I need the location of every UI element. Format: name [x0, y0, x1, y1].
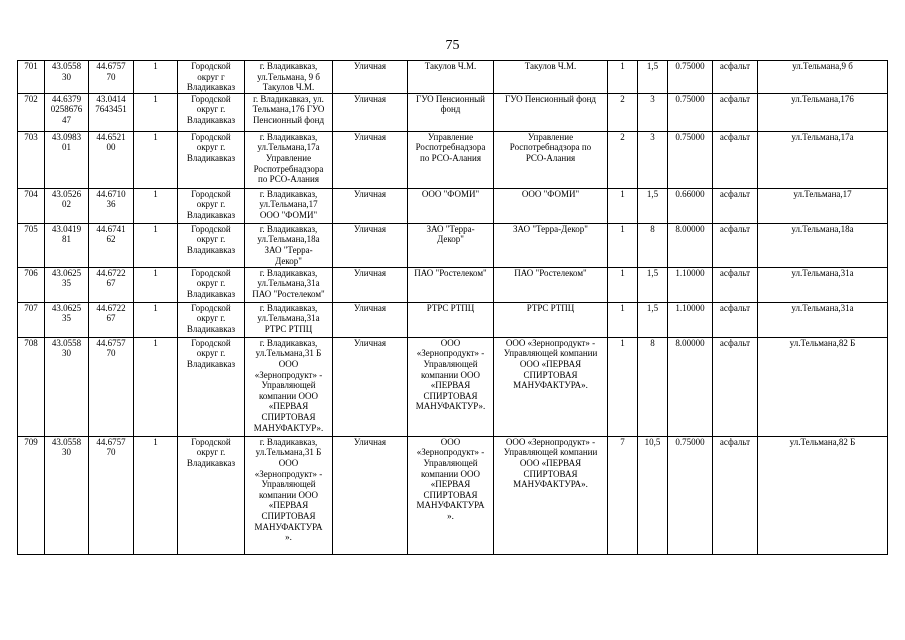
- longitude-cell: 43.0414 7643451: [89, 93, 134, 131]
- latitude-cell: 43.0558 30: [45, 61, 89, 94]
- volume-cell: 8: [638, 337, 668, 436]
- address-cell: г. Владикавказ, ул.Тельмана,31а ПАО "Ростелеком": [245, 267, 333, 302]
- containers-cell: 1: [608, 61, 638, 94]
- type-cell: Уличная: [333, 131, 408, 188]
- location-cell: ул.Тельмана,31а: [758, 302, 888, 337]
- containers-cell: 2: [608, 93, 638, 131]
- location-cell: ул.Тельмана,176: [758, 93, 888, 131]
- volume-cell: 1,5: [638, 267, 668, 302]
- area-cell: 0.75000: [668, 131, 713, 188]
- area-cell: 8.00000: [668, 223, 713, 267]
- owner2-cell: ООО "ФОМИ": [494, 188, 608, 223]
- location-cell: ул.Тельмана,82 Б: [758, 436, 888, 554]
- volume-cell: 1,5: [638, 61, 668, 94]
- area-cell: 0.75000: [668, 93, 713, 131]
- volume-cell: 1,5: [638, 188, 668, 223]
- quantity-cell: 1: [134, 188, 178, 223]
- type-cell: Уличная: [333, 436, 408, 554]
- volume-cell: 3: [638, 93, 668, 131]
- table-row: [18, 337, 888, 436]
- latitude-cell: 44.6379 0258676 47: [45, 93, 89, 131]
- area-cell: 8.00000: [668, 337, 713, 436]
- district-cell: Городской округ г. Владикавказ: [178, 93, 245, 131]
- district-cell: Городской округ г. Владикавказ: [178, 436, 245, 554]
- type-cell: Уличная: [333, 223, 408, 267]
- row-number: 705: [18, 223, 45, 267]
- table-row: [18, 302, 888, 337]
- registry-table: [17, 60, 888, 555]
- area-cell: 1.10000: [668, 267, 713, 302]
- type-cell: Уличная: [333, 337, 408, 436]
- type-cell: Уличная: [333, 267, 408, 302]
- address-cell: г. Владикавказ, ул.Тельмана,31 Б ООО «Зернопродукт» - Управляющей компании ООО «ПЕРВАЯ СПИРТОВАЯ МАНУФАКТУР».: [245, 337, 333, 436]
- owner2-cell: ПАО "Ростелеком": [494, 267, 608, 302]
- type-cell: Уличная: [333, 61, 408, 94]
- location-cell: ул.Тельмана,18а: [758, 223, 888, 267]
- surface-cell: асфальт: [713, 267, 758, 302]
- table-body: [18, 61, 888, 555]
- district-cell: Городской округ г. Владикавказ: [178, 267, 245, 302]
- district-cell: Городской округ г. Владикавказ: [178, 188, 245, 223]
- area-cell: 0.66000: [668, 188, 713, 223]
- area-cell: 0.75000: [668, 61, 713, 94]
- address-cell: г. Владикавказ, ул.Тельмана,17 ООО "ФОМИ": [245, 188, 333, 223]
- owner-cell: РТРС РТПЦ: [408, 302, 494, 337]
- containers-cell: 1: [608, 337, 638, 436]
- owner2-cell: ООО «Зернопродукт» - Управляющей компании ООО «ПЕРВАЯ СПИРТОВАЯ МАНУФАКТУРА».: [494, 337, 608, 436]
- district-cell: Городской округ г. Владикавказ: [178, 131, 245, 188]
- address-cell: г. Владикавказ, ул.Тельмана,17а Управление Роспотребнадзора по РСО-Алания: [245, 131, 333, 188]
- volume-cell: 3: [638, 131, 668, 188]
- volume-cell: 8: [638, 223, 668, 267]
- longitude-cell: 44.6710 36: [89, 188, 134, 223]
- owner2-cell: ГУО Пенсионный фонд: [494, 93, 608, 131]
- latitude-cell: 43.0625 35: [45, 267, 89, 302]
- row-number: 701: [18, 61, 45, 94]
- surface-cell: асфальт: [713, 131, 758, 188]
- owner-cell: Такулов Ч.М.: [408, 61, 494, 94]
- district-cell: Городской округ г. Владикавказ: [178, 223, 245, 267]
- containers-cell: 1: [608, 302, 638, 337]
- containers-cell: 1: [608, 267, 638, 302]
- longitude-cell: 44.6722 67: [89, 267, 134, 302]
- surface-cell: асфальт: [713, 223, 758, 267]
- latitude-cell: 43.0419 81: [45, 223, 89, 267]
- location-cell: ул.Тельмана,17: [758, 188, 888, 223]
- type-cell: Уличная: [333, 93, 408, 131]
- district-cell: Городской округ г. Владикавказ: [178, 302, 245, 337]
- latitude-cell: 43.0983 01: [45, 131, 89, 188]
- surface-cell: асфальт: [713, 302, 758, 337]
- surface-cell: асфальт: [713, 337, 758, 436]
- latitude-cell: 43.0526 02: [45, 188, 89, 223]
- location-cell: ул.Тельмана,17а: [758, 131, 888, 188]
- location-cell: ул.Тельмана,82 Б: [758, 337, 888, 436]
- surface-cell: асфальт: [713, 188, 758, 223]
- owner2-cell: ЗАО "Терра-Декор": [494, 223, 608, 267]
- volume-cell: 10,5: [638, 436, 668, 554]
- address-cell: г. Владикавказ, ул.Тельмана,31а РТРС РТПЦ: [245, 302, 333, 337]
- row-number: 709: [18, 436, 45, 554]
- surface-cell: асфальт: [713, 93, 758, 131]
- containers-cell: 1: [608, 223, 638, 267]
- row-number: 703: [18, 131, 45, 188]
- containers-cell: 2: [608, 131, 638, 188]
- owner2-cell: Управление Роспотребнадзора по РСО-Алания: [494, 131, 608, 188]
- owner-cell: ООО "ФОМИ": [408, 188, 494, 223]
- quantity-cell: 1: [134, 61, 178, 94]
- longitude-cell: 44.6521 00: [89, 131, 134, 188]
- longitude-cell: 44.6757 70: [89, 61, 134, 94]
- owner2-cell: Такулов Ч.М.: [494, 61, 608, 94]
- quantity-cell: 1: [134, 267, 178, 302]
- containers-cell: 7: [608, 436, 638, 554]
- owner2-cell: ООО «Зернопродукт» - Управляющей компании ООО «ПЕРВАЯ СПИРТОВАЯ МАНУФАКТУРА».: [494, 436, 608, 554]
- volume-cell: 1,5: [638, 302, 668, 337]
- area-cell: 1.10000: [668, 302, 713, 337]
- area-cell: 0.75000: [668, 436, 713, 554]
- row-number: 702: [18, 93, 45, 131]
- owner-cell: ООО «Зернопродукт» - Управляющей компании ООО «ПЕРВАЯ СПИРТОВАЯ МАНУФАКТУРА ».: [408, 436, 494, 554]
- row-number: 706: [18, 267, 45, 302]
- longitude-cell: 44.6757 70: [89, 436, 134, 554]
- owner-cell: ПАО "Ростелеком": [408, 267, 494, 302]
- quantity-cell: 1: [134, 302, 178, 337]
- surface-cell: асфальт: [713, 436, 758, 554]
- owner-cell: ГУО Пенсионный фонд: [408, 93, 494, 131]
- location-cell: ул.Тельмана,9 б: [758, 61, 888, 94]
- latitude-cell: 43.0558 30: [45, 337, 89, 436]
- surface-cell: асфальт: [713, 61, 758, 94]
- page-number: 75: [445, 38, 460, 53]
- table-row: [18, 223, 888, 267]
- table-row: [18, 436, 888, 554]
- row-number: 704: [18, 188, 45, 223]
- district-cell: Городской округ г Владикавказ: [178, 61, 245, 94]
- owner2-cell: РТРС РТПЦ: [494, 302, 608, 337]
- address-cell: г. Владикавказ, ул. Тельмана,176 ГУО Пенсионный фонд: [245, 93, 333, 131]
- containers-cell: 1: [608, 188, 638, 223]
- owner-cell: ЗАО "Терра- Декор": [408, 223, 494, 267]
- owner-cell: ООО «Зернопродукт» - Управляющей компании ООО «ПЕРВАЯ СПИРТОВАЯ МАНУФАКТУР».: [408, 337, 494, 436]
- latitude-cell: 43.0558 30: [45, 436, 89, 554]
- address-cell: г. Владикавказ, ул.Тельмана,18а ЗАО "Терра- Декор": [245, 223, 333, 267]
- table-row: [18, 131, 888, 188]
- type-cell: Уличная: [333, 188, 408, 223]
- table-row: [18, 61, 888, 94]
- table-row: [18, 188, 888, 223]
- table-row: [18, 267, 888, 302]
- address-cell: г. Владикавказ, ул.Тельмана, 9 б Такулов Ч.М.: [245, 61, 333, 94]
- longitude-cell: 44.6757 70: [89, 337, 134, 436]
- latitude-cell: 43.0625 35: [45, 302, 89, 337]
- row-number: 707: [18, 302, 45, 337]
- quantity-cell: 1: [134, 436, 178, 554]
- quantity-cell: 1: [134, 337, 178, 436]
- longitude-cell: 44.6741 62: [89, 223, 134, 267]
- quantity-cell: 1: [134, 131, 178, 188]
- owner-cell: Управление Роспотребнадзора по РСО-Алания: [408, 131, 494, 188]
- address-cell: г. Владикавказ, ул.Тельмана,31 Б ООО «Зернопродукт» - Управляющей компании ООО «ПЕРВАЯ СПИРТОВАЯ МАНУФАКТУРА ».: [245, 436, 333, 554]
- longitude-cell: 44.6722 67: [89, 302, 134, 337]
- district-cell: Городской округ г. Владикавказ: [178, 337, 245, 436]
- location-cell: ул.Тельмана,31а: [758, 267, 888, 302]
- row-number: 708: [18, 337, 45, 436]
- quantity-cell: 1: [134, 93, 178, 131]
- quantity-cell: 1: [134, 223, 178, 267]
- table-row: [18, 93, 888, 131]
- type-cell: Уличная: [333, 302, 408, 337]
